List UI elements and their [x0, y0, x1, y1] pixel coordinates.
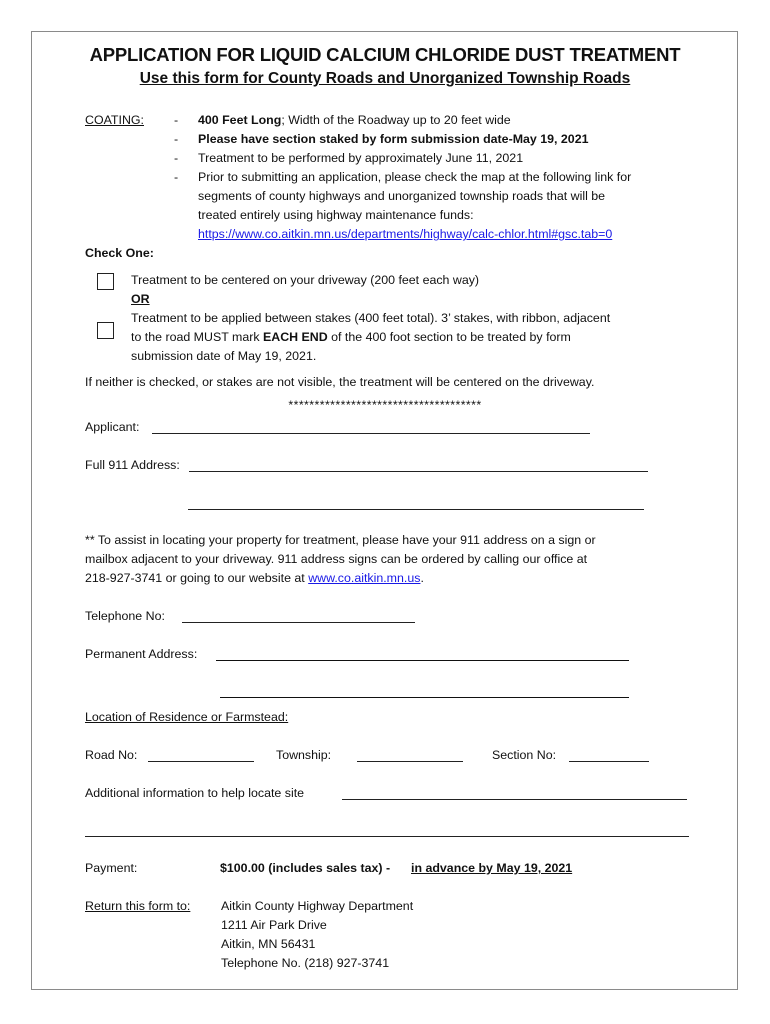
full-address-field[interactable] — [189, 471, 648, 472]
separator-stars: ************************************* — [288, 398, 482, 412]
neither-note: If neither is checked, or stakes are not visible, the treatment will be centered on the driveway. — [85, 375, 595, 389]
bullet-dash: - — [174, 132, 179, 146]
assist-line3-post: . — [420, 571, 424, 585]
return-address-line: Aitkin, MN 56431 — [221, 937, 316, 951]
website-link[interactable]: www.co.aitkin.mn.us — [308, 571, 421, 585]
permanent-address-field-line2[interactable] — [220, 697, 629, 698]
section-no-field[interactable] — [569, 761, 649, 762]
return-label: Return this form to: — [85, 899, 191, 913]
permanent-address-field[interactable] — [216, 660, 629, 661]
payment-amount: $100.00 (includes sales tax) - — [220, 861, 391, 875]
additional-info-field-line2[interactable] — [85, 836, 689, 837]
option-centered-checkbox[interactable] — [97, 273, 114, 290]
option-stakes-line2 — [131, 330, 571, 344]
or-label: OR — [131, 292, 150, 306]
assist-line1: ** To assist in locating your property for treatment, please have your 911 address on a sign or — [85, 533, 596, 547]
payment-due: in advance by May 19, 2021 — [411, 861, 573, 875]
bullet-dash: - — [174, 151, 179, 165]
form-subtitle: Use this form for County Roads and Unorganized Township Roads — [139, 70, 631, 87]
full-address-label: Full 911 Address: — [85, 458, 180, 472]
assist-line3-pre: 218-927-3741 or going to our website at — [85, 571, 309, 585]
assist-line3 — [85, 571, 424, 585]
road-no-field[interactable] — [148, 761, 254, 762]
location-label: Location of Residence or Farmstead: — [85, 710, 289, 724]
map-link[interactable]: https://www.co.aitkin.mn.us/departments/highway/calc-chlor.html#gsc.tab=0 — [198, 227, 613, 241]
full-address-field-line2[interactable] — [188, 509, 644, 510]
option-stakes-line1: Treatment to be applied between stakes (400 feet total). 3’ stakes, with ribbon, adjacent — [131, 311, 611, 325]
option-stakes-line2-post: of the 400 foot section to be treated by form — [327, 330, 571, 344]
bullet-treatment-date: Treatment to be performed by approximately June 11, 2021 — [198, 151, 524, 165]
form-title: APPLICATION FOR LIQUID CALCIUM CHLORIDE DUST TREATMENT — [89, 44, 681, 65]
return-telephone: Telephone No. (218) 927-3741 — [221, 956, 390, 970]
option-stakes-line2-pre: to the road MUST mark — [131, 330, 263, 344]
assist-line2: mailbox adjacent to your driveway. 911 address signs can be ordered by calling our office at — [85, 552, 588, 566]
return-address-line: Aitkin County Highway Department — [221, 899, 414, 913]
applicant-field[interactable] — [152, 433, 590, 434]
bullet-map-line1: Prior to submitting an application, please check the map at the following link for — [198, 170, 632, 184]
bullet-map-line2: segments of county highways and unorganized township roads that will be — [198, 189, 606, 203]
additional-info-label: Additional information to help locate site — [85, 786, 305, 800]
additional-info-field[interactable] — [342, 799, 687, 800]
bullet-length-bold: 400 Feet Long — [198, 113, 282, 127]
bullet-length-rest: ; Width of the Roadway up to 20 feet wide — [281, 113, 511, 127]
bullet-length — [198, 113, 511, 127]
bullet-map-line3: treated entirely using highway maintenance funds: — [198, 208, 474, 222]
applicant-label: Applicant: — [85, 420, 140, 434]
road-no-label: Road No: — [85, 748, 138, 762]
each-end-bold: EACH END — [262, 330, 328, 344]
return-address-line: 1211 Air Park Drive — [221, 918, 327, 932]
township-field[interactable] — [357, 761, 463, 762]
telephone-field[interactable] — [182, 622, 415, 623]
option-centered-text: Treatment to be centered on your driveway (200 feet each way) — [131, 273, 480, 287]
telephone-label: Telephone No: — [85, 609, 165, 623]
payment-label: Payment: — [85, 861, 138, 875]
township-label: Township: — [276, 748, 332, 762]
permanent-address-label: Permanent Address: — [85, 647, 198, 661]
bullet-dash: - — [174, 113, 179, 127]
bullet-staked: Please have section staked by form submission date-May 19, 2021 — [198, 132, 589, 146]
option-stakes-checkbox[interactable] — [97, 322, 114, 339]
option-stakes-line3: submission date of May 19, 2021. — [131, 349, 317, 363]
bullet-dash: - — [174, 170, 179, 184]
section-no-label: Section No: — [492, 748, 557, 762]
check-one-label: Check One: — [85, 246, 154, 260]
coating-label: COATING: — [85, 113, 144, 127]
